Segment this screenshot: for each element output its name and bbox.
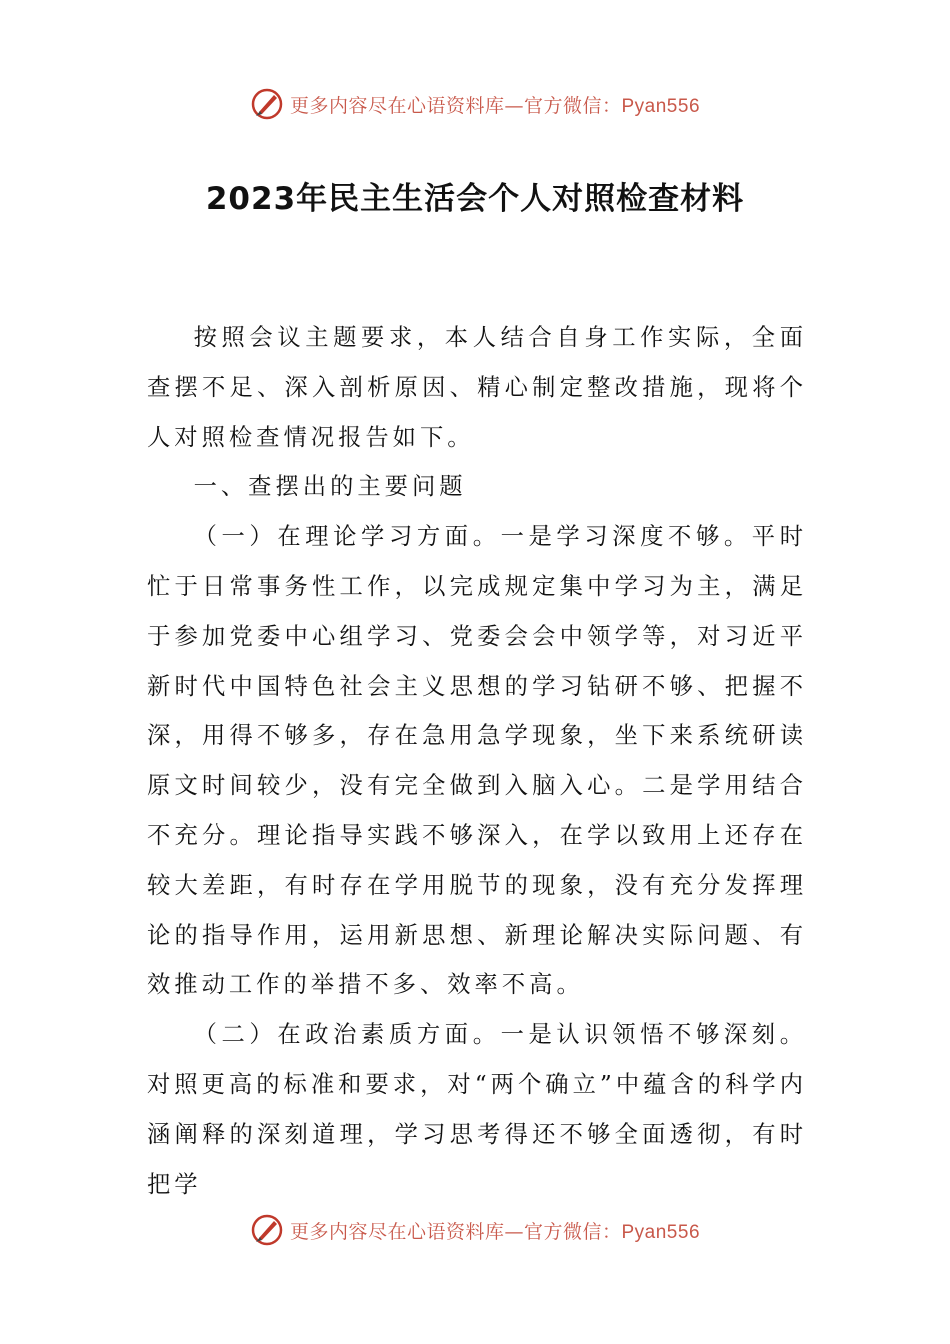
body-paragraph: （二）在政治素质方面。一是认识领悟不够深刻。对照更高的标准和要求，对“两个确立”中蕴含的科学内涵阐释的深刻道理，学习思考得还不够全面透彻，有时把学 [147, 1021, 807, 1198]
watermark-text: 更多内容尽在心语资料库—官方微信：Pyan556 [289, 1220, 701, 1243]
header-watermark-banner [0, 84, 950, 124]
intro-paragraph: 按照会议主题要求，本人结合自身工作实际，全面查摆不足、深入剖析原因、精心制定整改措施，现将个人对照检查情况报告如下。 [147, 324, 807, 451]
wechat-id: Pyan556 [621, 95, 701, 117]
watermark-text: 更多内容尽在心语资料库—官方微信：Pyan556 [289, 94, 701, 117]
footer-watermark-banner [0, 1210, 950, 1250]
pen-logo-icon [250, 87, 284, 121]
body-paragraph: （一）在理论学习方面。一是学习深度不够。平时忙于日常事务性工作，以完成规定集中学习为主，满足于参加党委中心组学习、党委会会中领学等，对习近平新时代中国特色社会主义思想的学习钻研不够、把握不深，用得不够多，存在急用急学现象，坐下来系统研读原文时间较少，没有完全做到入脑入心。二是学用结合不充分。理论指导实践不够深入，在学以致用上还存在较大差距，有时存在学用脱节的现象，没有充分发挥理论的指导作用，运用新思想、新理论解决实际问题、有效推动工作的举措不多、效率不高。 [147, 523, 807, 999]
wechat-id: Pyan556 [621, 1221, 701, 1243]
section-heading: 一、查摆出的主要问题 [193, 473, 467, 501]
document-body [147, 313, 807, 1209]
document-title: 2023年民主生活会个人对照检查材料 [205, 181, 745, 217]
pen-logo-icon [250, 1213, 284, 1247]
